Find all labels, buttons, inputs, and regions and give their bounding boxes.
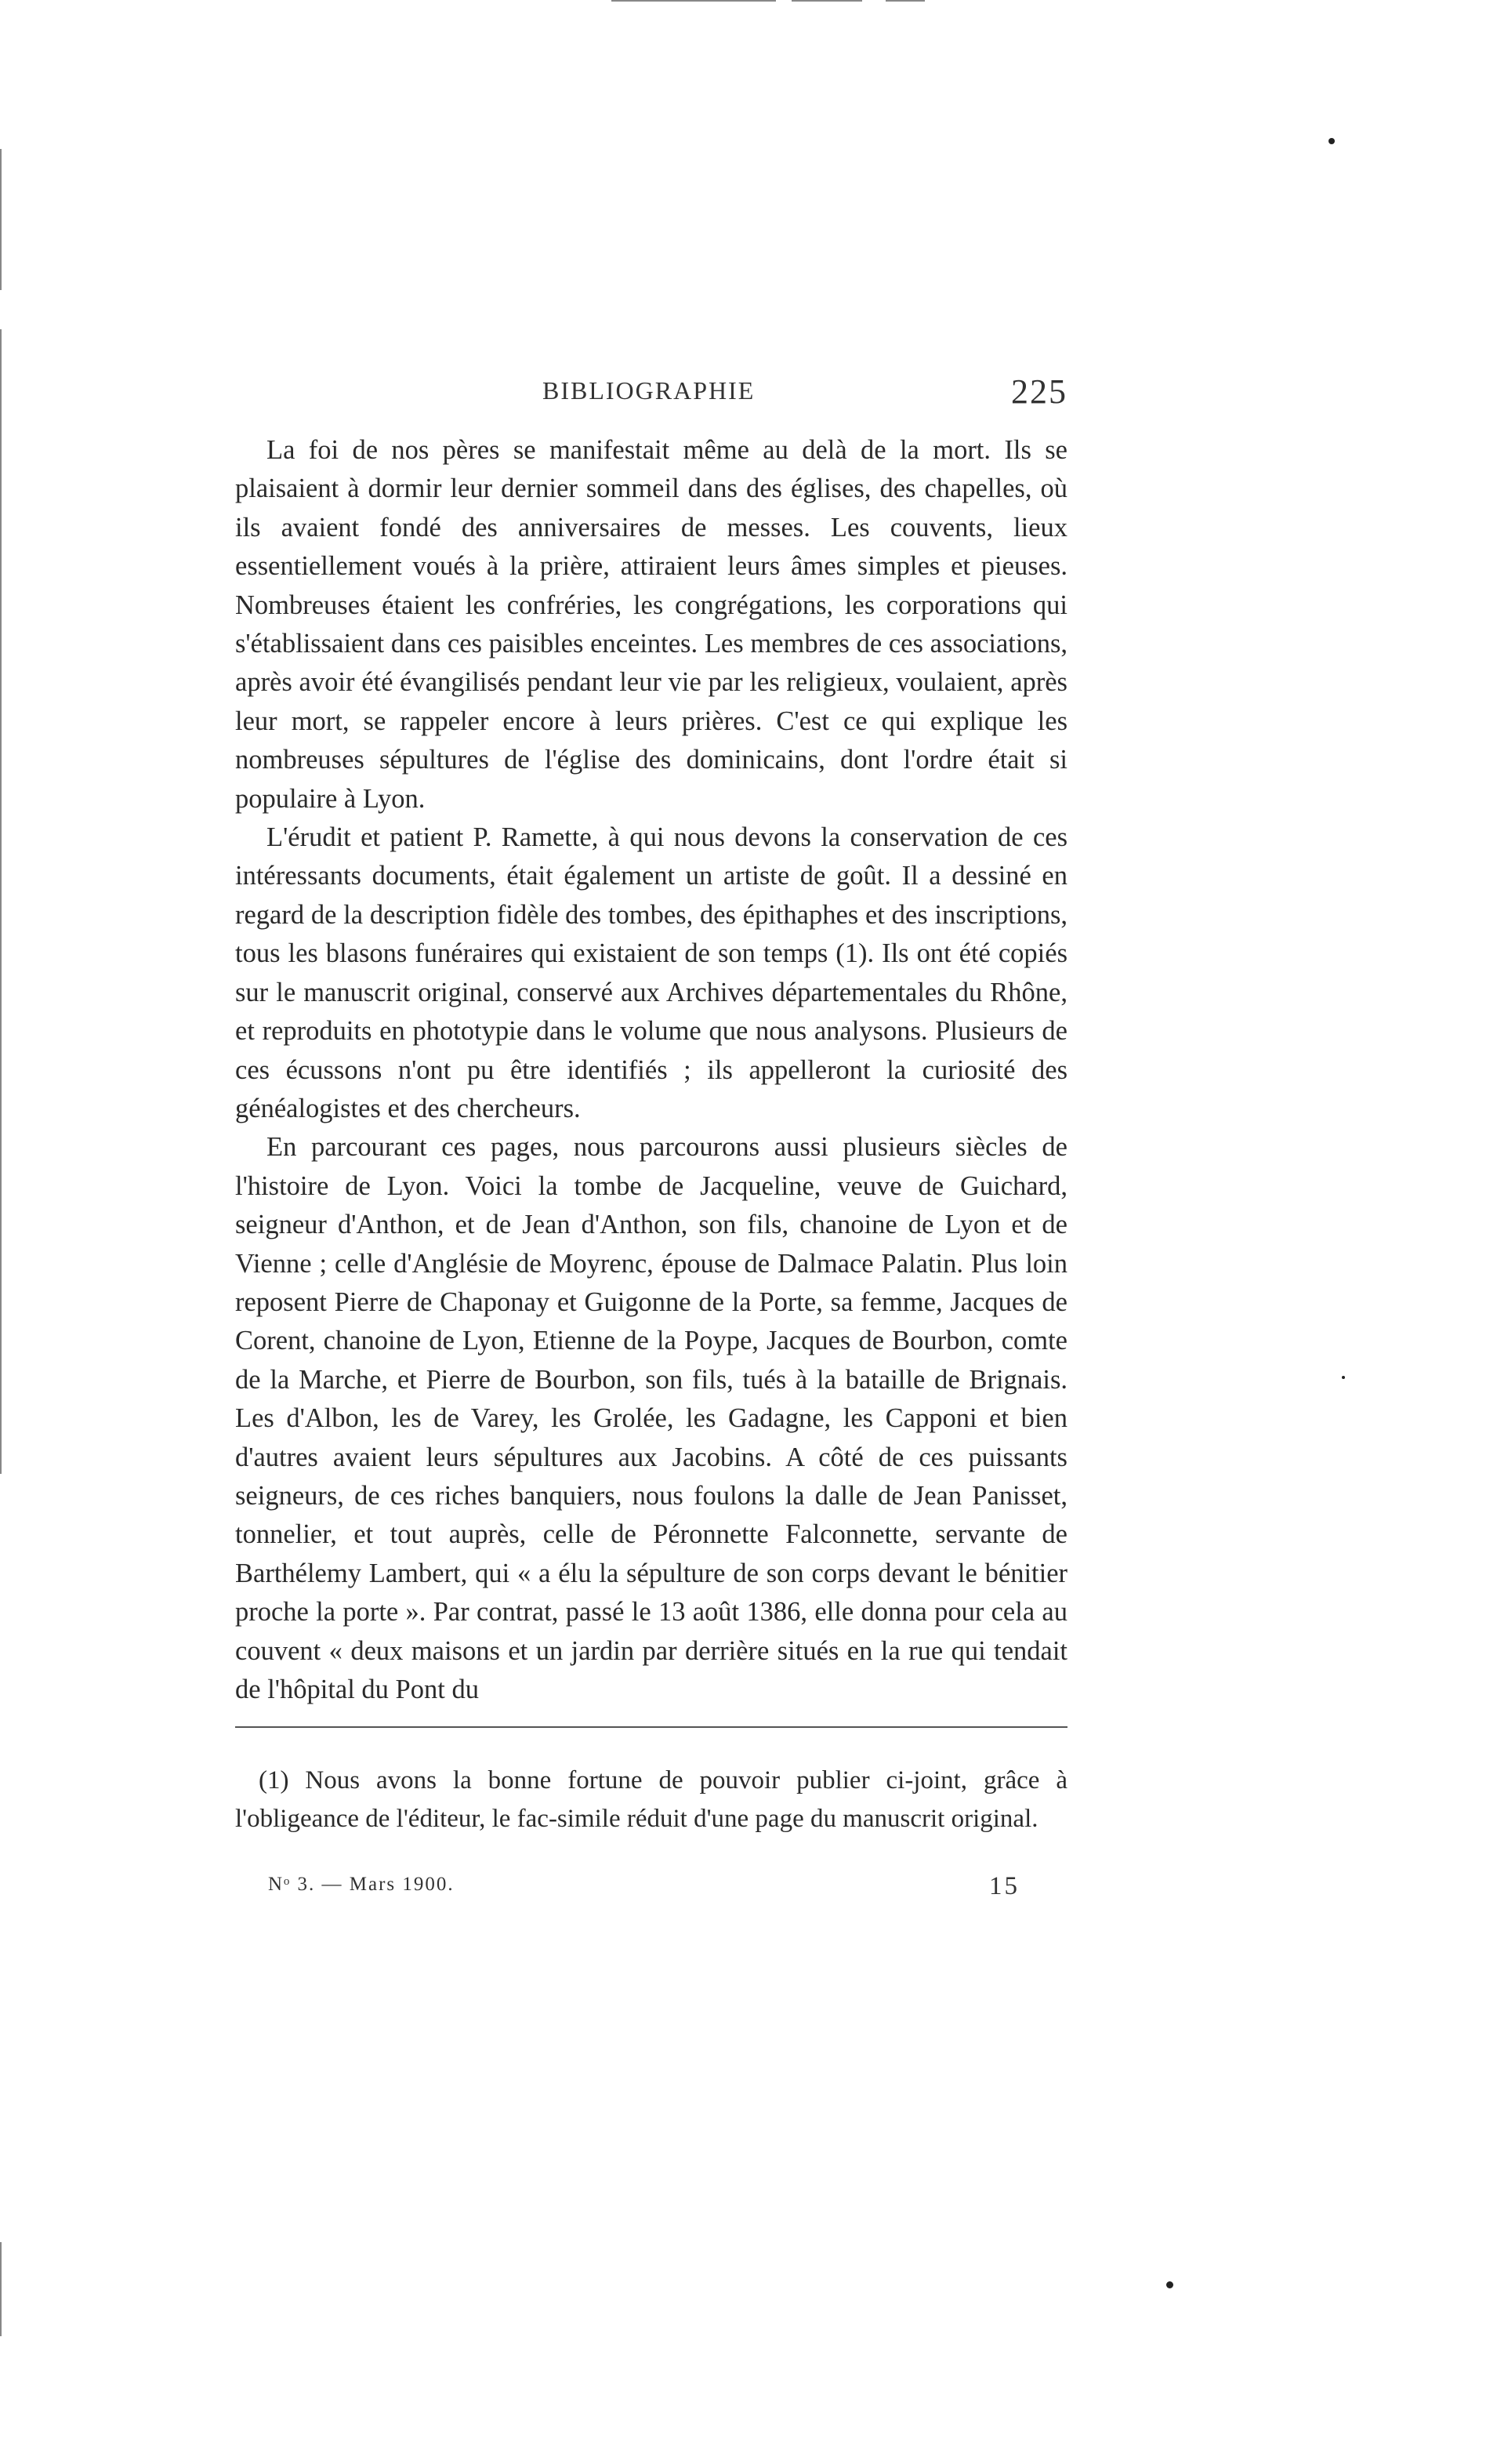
running-title: BIBLIOGRAPHIE (542, 376, 756, 405)
scan-artifact-top-line (611, 0, 776, 2)
running-head (235, 373, 1067, 412)
footnote-rule (235, 1726, 1067, 1728)
scan-artifact-dot-2 (1166, 2281, 1173, 2288)
footnote-text: (1) Nous avons la bonne fortune de pouvoir publier ci-joint, grâce à l'obligeance de l'éditeur, le fac-simile réduit d'une page du manuscrit original. (235, 1766, 1067, 1833)
scan-artifact-dot-3 (1342, 1376, 1345, 1379)
scan-artifact-top-line-3 (886, 0, 925, 2)
page-number: 225 (1011, 372, 1067, 411)
body-text (235, 431, 1067, 1709)
paragraph: La foi de nos pères se manifestait même au delà de la mort. Ils se plaisaient à dormir leur dernier sommeil dans des églises, des chapelles, où ils avaient fondé des anniversaires de messes. Les couvents, lieux essentiellement voués à la prière, attiraient leurs âmes simples et pieuses. Nombreuses étaient les confréries, les congrégations, les corporations qui s'établissaient dans ces paisibles enceintes. Les membres de ces associations, après avoir été évangilisés pendant leur vie par les religieux, voulaient, après leur mort, se rappeler encore à leurs prières. C'est ce qui explique les nombreuses sépultures de l'église des dominicains, dont l'ordre était si populaire à Lyon. (235, 435, 1067, 814)
issue-line: Nᵒ 3. — Mars 1900. (268, 1874, 455, 1895)
scan-artifact-dot (1328, 138, 1335, 144)
paragraph: En parcourant ces pages, nous parcourons aussi plusieurs siècles de l'histoire de Lyon. Voici la tombe de Jacqueline, veuve de Guichard, seigneur d'Anthon, et de Jean d'Anthon, son fils, chanoine de Lyon et de Vienne ; celle d'Anglésie de Moyrenc, épouse de Dalmace Palatin. Plus loin reposent Pierre de Chaponay et Guigonne de la Porte, sa femme, Jacques de Corent, chanoine de Lyon, Etienne de la Poype, Jacques de Bourbon, comte de la Marche, et Pierre de Bourbon, son fils, tués à la bataille de Brignais. Les d'Albon, les de Varey, les Grolée, les Gadagne, les Capponi et bien d'autres avaient leurs sépultures aux Jacobins. A côté de ces puissants seigneurs, de ces riches banquiers, nous foulons la dalle de Jean Panisset, tonnelier, et tout auprès, celle de Péronnette Falconnette, servante de Barthélemy Lambert, qui « a élu la sépulture de son corps devant le bénitier proche la porte ». Par contrat, passé le 13 août 1386, elle donna pour cela au couvent « deux maisons et un jardin par derrière situés en la rue qui tendait de l'hôpital du Pont du (235, 1132, 1067, 1704)
paragraph: L'érudit et patient P. Ramette, à qui nous devons la conservation de ces intéressants documents, était également un artiste de goût. Il a dessiné en regard de la description fidèle des tombes, des épithaphes et des inscriptions, tous les blasons funéraires qui existaient de son temps (1). Ils ont été copiés sur le manuscrit original, conservé aux Archives départementales du Rhône, et reproduits en phototypie dans le volume que nous analysons. Plusieurs de ces écussons n'ont pu être identifiés ; ils appelleront la curiosité des généalogistes et des chercheurs. (235, 822, 1067, 1123)
scan-artifact-left-edge (0, 149, 2, 290)
signature-mark: 15 (989, 1872, 1020, 1900)
footnote (235, 1762, 1067, 1838)
scan-artifact-left-edge-2 (0, 329, 2, 1474)
scan-artifact-top-line-2 (792, 0, 862, 2)
scan-artifact-left-edge-3 (0, 2242, 2, 2336)
